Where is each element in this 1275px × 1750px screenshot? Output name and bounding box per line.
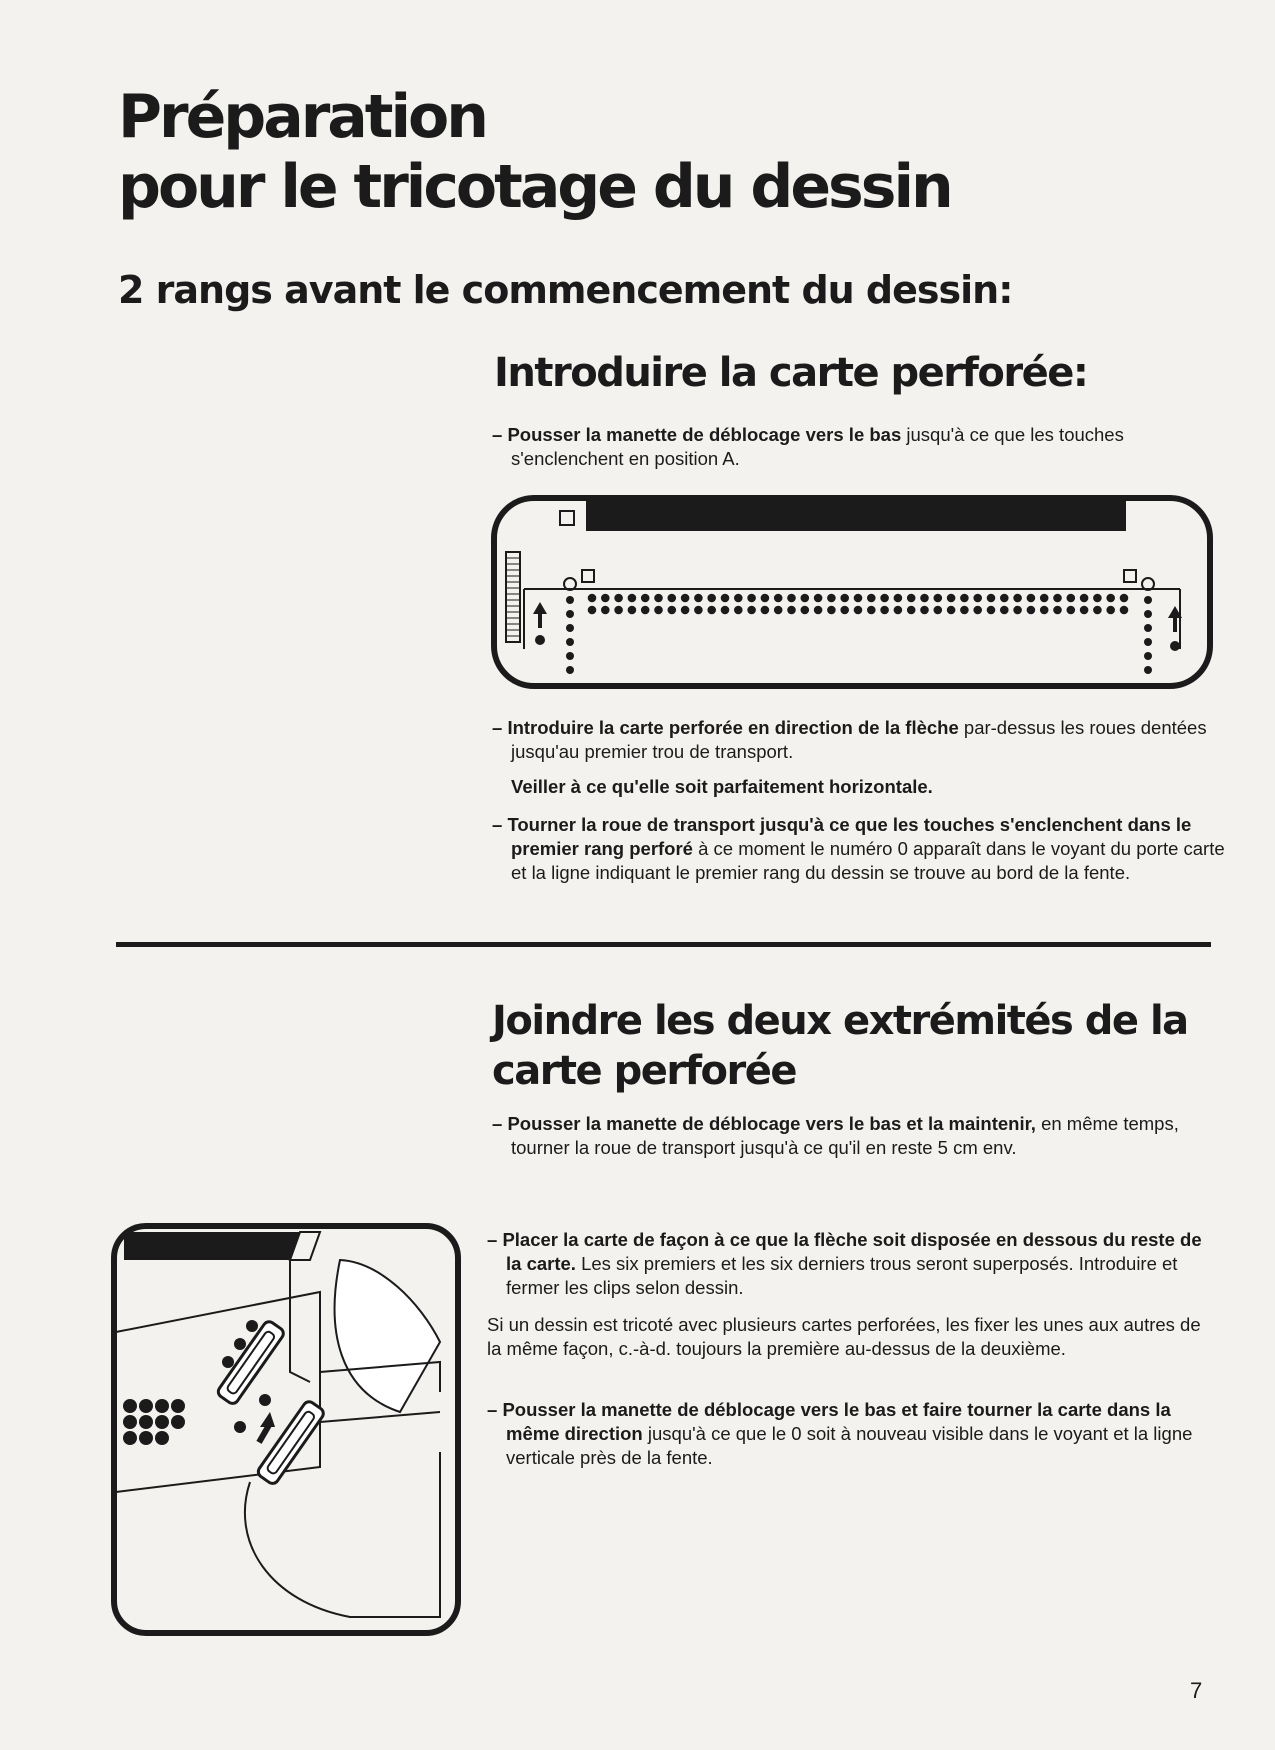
- card-hole: [1040, 594, 1049, 603]
- section2-step3-text: jusqu'à ce que le 0 soit à nouveau visible dans le voyant et la ligne verticale près de la fente.: [506, 1423, 1193, 1468]
- card-hole: [1053, 594, 1062, 603]
- card-hole: [1120, 606, 1129, 615]
- card-hole: [668, 594, 677, 603]
- card-hole: [668, 606, 677, 615]
- title-line-1: Préparation: [118, 82, 486, 152]
- card-hole: [1106, 606, 1115, 615]
- card-hole: [681, 606, 690, 615]
- card-hole: [920, 606, 929, 615]
- card-hole: [1000, 594, 1009, 603]
- card-hole: [1067, 606, 1076, 615]
- card-hole: [721, 606, 730, 615]
- section2-heading: [492, 996, 1232, 1096]
- section1-note-bold: Veiller à ce qu'elle soit parfaitement horizontale.: [511, 776, 933, 797]
- section-divider: [116, 942, 1211, 947]
- card-hole: [1106, 594, 1115, 603]
- section2-step1-text: en même temps, tourner la roue de transport jusqu'à ce qu'il en reste 5 cm env.: [511, 1113, 1179, 1158]
- card-hole: [1000, 606, 1009, 615]
- card-hole: [827, 594, 836, 603]
- card-hole: [827, 606, 836, 615]
- dash-mark: –: [492, 424, 503, 445]
- card-hole: [867, 594, 876, 603]
- card-hole: [973, 606, 982, 615]
- section2-heading-line-1: Joindre les deux extrémités de la: [492, 998, 1188, 1044]
- card-hole: [734, 606, 743, 615]
- card-join-diagram: [110, 1222, 462, 1637]
- card-hole: [588, 606, 597, 615]
- card-hole: [601, 606, 610, 615]
- section1-step1: [492, 423, 1201, 471]
- card-hole: [920, 594, 929, 603]
- card-hole: [694, 606, 703, 615]
- card-hole: [934, 606, 943, 615]
- section2-step1-bold: Pousser la manette de déblocage vers le bas et la maintenir,: [507, 1113, 1036, 1134]
- card-hole-row: [588, 594, 1129, 615]
- card-hole: [854, 606, 863, 615]
- section2-paragraph: Si un dessin est tricoté avec plusieurs cartes perforées, les fixer les unes aux autres de la même façon, c.-à-d. toujours la première au-dessus de la deuxième.: [487, 1314, 1201, 1359]
- card-hole: [840, 594, 849, 603]
- card-hole: [894, 606, 903, 615]
- card-hole: [814, 594, 823, 603]
- card-hole: [681, 594, 690, 603]
- section2-step3-bold: Pousser la manette de déblocage vers le bas et faire tourner la carte dans la même direction: [502, 1399, 1171, 1444]
- card-hole: [628, 594, 637, 603]
- card-hole: [880, 594, 889, 603]
- section1-heading: Introduire la carte perforée:: [494, 350, 1088, 396]
- card-hole: [907, 594, 916, 603]
- card-hole: [774, 606, 783, 615]
- card-hole: [747, 594, 756, 603]
- card-hole: [721, 594, 730, 603]
- card-hole: [801, 606, 810, 615]
- section1-step2: [492, 716, 1231, 764]
- card-hole: [867, 606, 876, 615]
- card-hole: [1013, 606, 1022, 615]
- card-hole: [947, 594, 956, 603]
- card-hole: [774, 594, 783, 603]
- dash-mark: –: [487, 1399, 498, 1420]
- card-hole: [907, 606, 916, 615]
- card-hole: [747, 606, 756, 615]
- card-hole: [1040, 606, 1049, 615]
- section1-step1-text: jusqu'à ce que les touches s'enclenchent en position A.: [511, 424, 1124, 469]
- card-hole: [1027, 594, 1036, 603]
- card-hole: [987, 606, 996, 615]
- section2-step2: [487, 1228, 1206, 1300]
- up-arrow-icon: [256, 1412, 275, 1444]
- card-hole: [654, 594, 663, 603]
- card-hole: [707, 594, 716, 603]
- section1-step3-text: à ce moment le numéro 0 apparaît dans le voyant du porte carte et la ligne indiquant le premier rang du dessin se trouve au bord de la fente.: [511, 838, 1225, 883]
- card-hole: [840, 606, 849, 615]
- card-hole: [787, 606, 796, 615]
- page-title: [118, 82, 1018, 222]
- card-hole: [1053, 606, 1062, 615]
- card-hole: [641, 594, 650, 603]
- card-hole: [1067, 594, 1076, 603]
- card-hole: [601, 594, 610, 603]
- card-hole: [761, 594, 770, 603]
- page-number: 7: [1190, 1678, 1203, 1703]
- section2-step1: [492, 1112, 1201, 1160]
- card-hole: [588, 594, 597, 603]
- section2-step2-text: Les six premiers et les six derniers trous seront superposés. Introduire et fermer les clips selon dessin.: [506, 1253, 1178, 1298]
- card-hole: [694, 594, 703, 603]
- card-hole: [1093, 594, 1102, 603]
- card-hole: [1120, 594, 1129, 603]
- section1-step2-text: par-dessus les roues dentées jusqu'au premier trou de transport.: [511, 717, 1207, 762]
- card-hole: [894, 594, 903, 603]
- section2-heading-line-2: carte perforée: [492, 1048, 796, 1094]
- card-hole: [641, 606, 650, 615]
- dash-mark: –: [492, 1113, 503, 1134]
- dash-mark: –: [487, 1229, 498, 1250]
- dash-mark: –: [492, 814, 503, 835]
- section2-step2-bold: Placer la carte de façon à ce que la flèche soit disposée en dessous du reste de la carte.: [502, 1229, 1202, 1274]
- card-hole: [801, 594, 810, 603]
- card-hole: [614, 606, 623, 615]
- card-hole: [734, 594, 743, 603]
- card-hole: [654, 606, 663, 615]
- section1-note: [511, 775, 1211, 799]
- dash-mark: –: [492, 717, 503, 738]
- card-hole: [987, 594, 996, 603]
- card-holes-cluster: [123, 1399, 185, 1445]
- card-hole: [707, 606, 716, 615]
- section1-step3-bold: Tourner la roue de transport jusqu'à ce que les touches s'enclenchent dans le premier rang perforé: [507, 814, 1192, 859]
- up-arrow-icon: [533, 602, 547, 645]
- card-hole: [1027, 606, 1036, 615]
- card-hole: [1013, 594, 1022, 603]
- card-hole: [960, 606, 969, 615]
- card-holder-diagram: [490, 494, 1215, 694]
- section2-step3: [487, 1398, 1206, 1470]
- section1-step2-bold: Introduire la carte perforée en direction de la flèche: [507, 717, 959, 738]
- card-hole: [973, 594, 982, 603]
- card-hole: [1080, 606, 1089, 615]
- title-line-2: pour le tricotage du dessin: [118, 152, 951, 222]
- card-hole: [854, 594, 863, 603]
- card-hole: [787, 594, 796, 603]
- card-hole: [761, 606, 770, 615]
- card-hole: [880, 606, 889, 615]
- card-hole: [960, 594, 969, 603]
- section1-step3: [492, 813, 1229, 885]
- section1-step1-bold: Pousser la manette de déblocage vers le bas: [507, 424, 902, 445]
- page-subtitle: 2 rangs avant le commencement du dessin:: [118, 268, 1013, 312]
- card-hole: [1093, 606, 1102, 615]
- card-hole: [1080, 594, 1089, 603]
- card-hole: [614, 594, 623, 603]
- card-hole: [934, 594, 943, 603]
- card-hole: [947, 606, 956, 615]
- card-hole: [628, 606, 637, 615]
- card-hole: [814, 606, 823, 615]
